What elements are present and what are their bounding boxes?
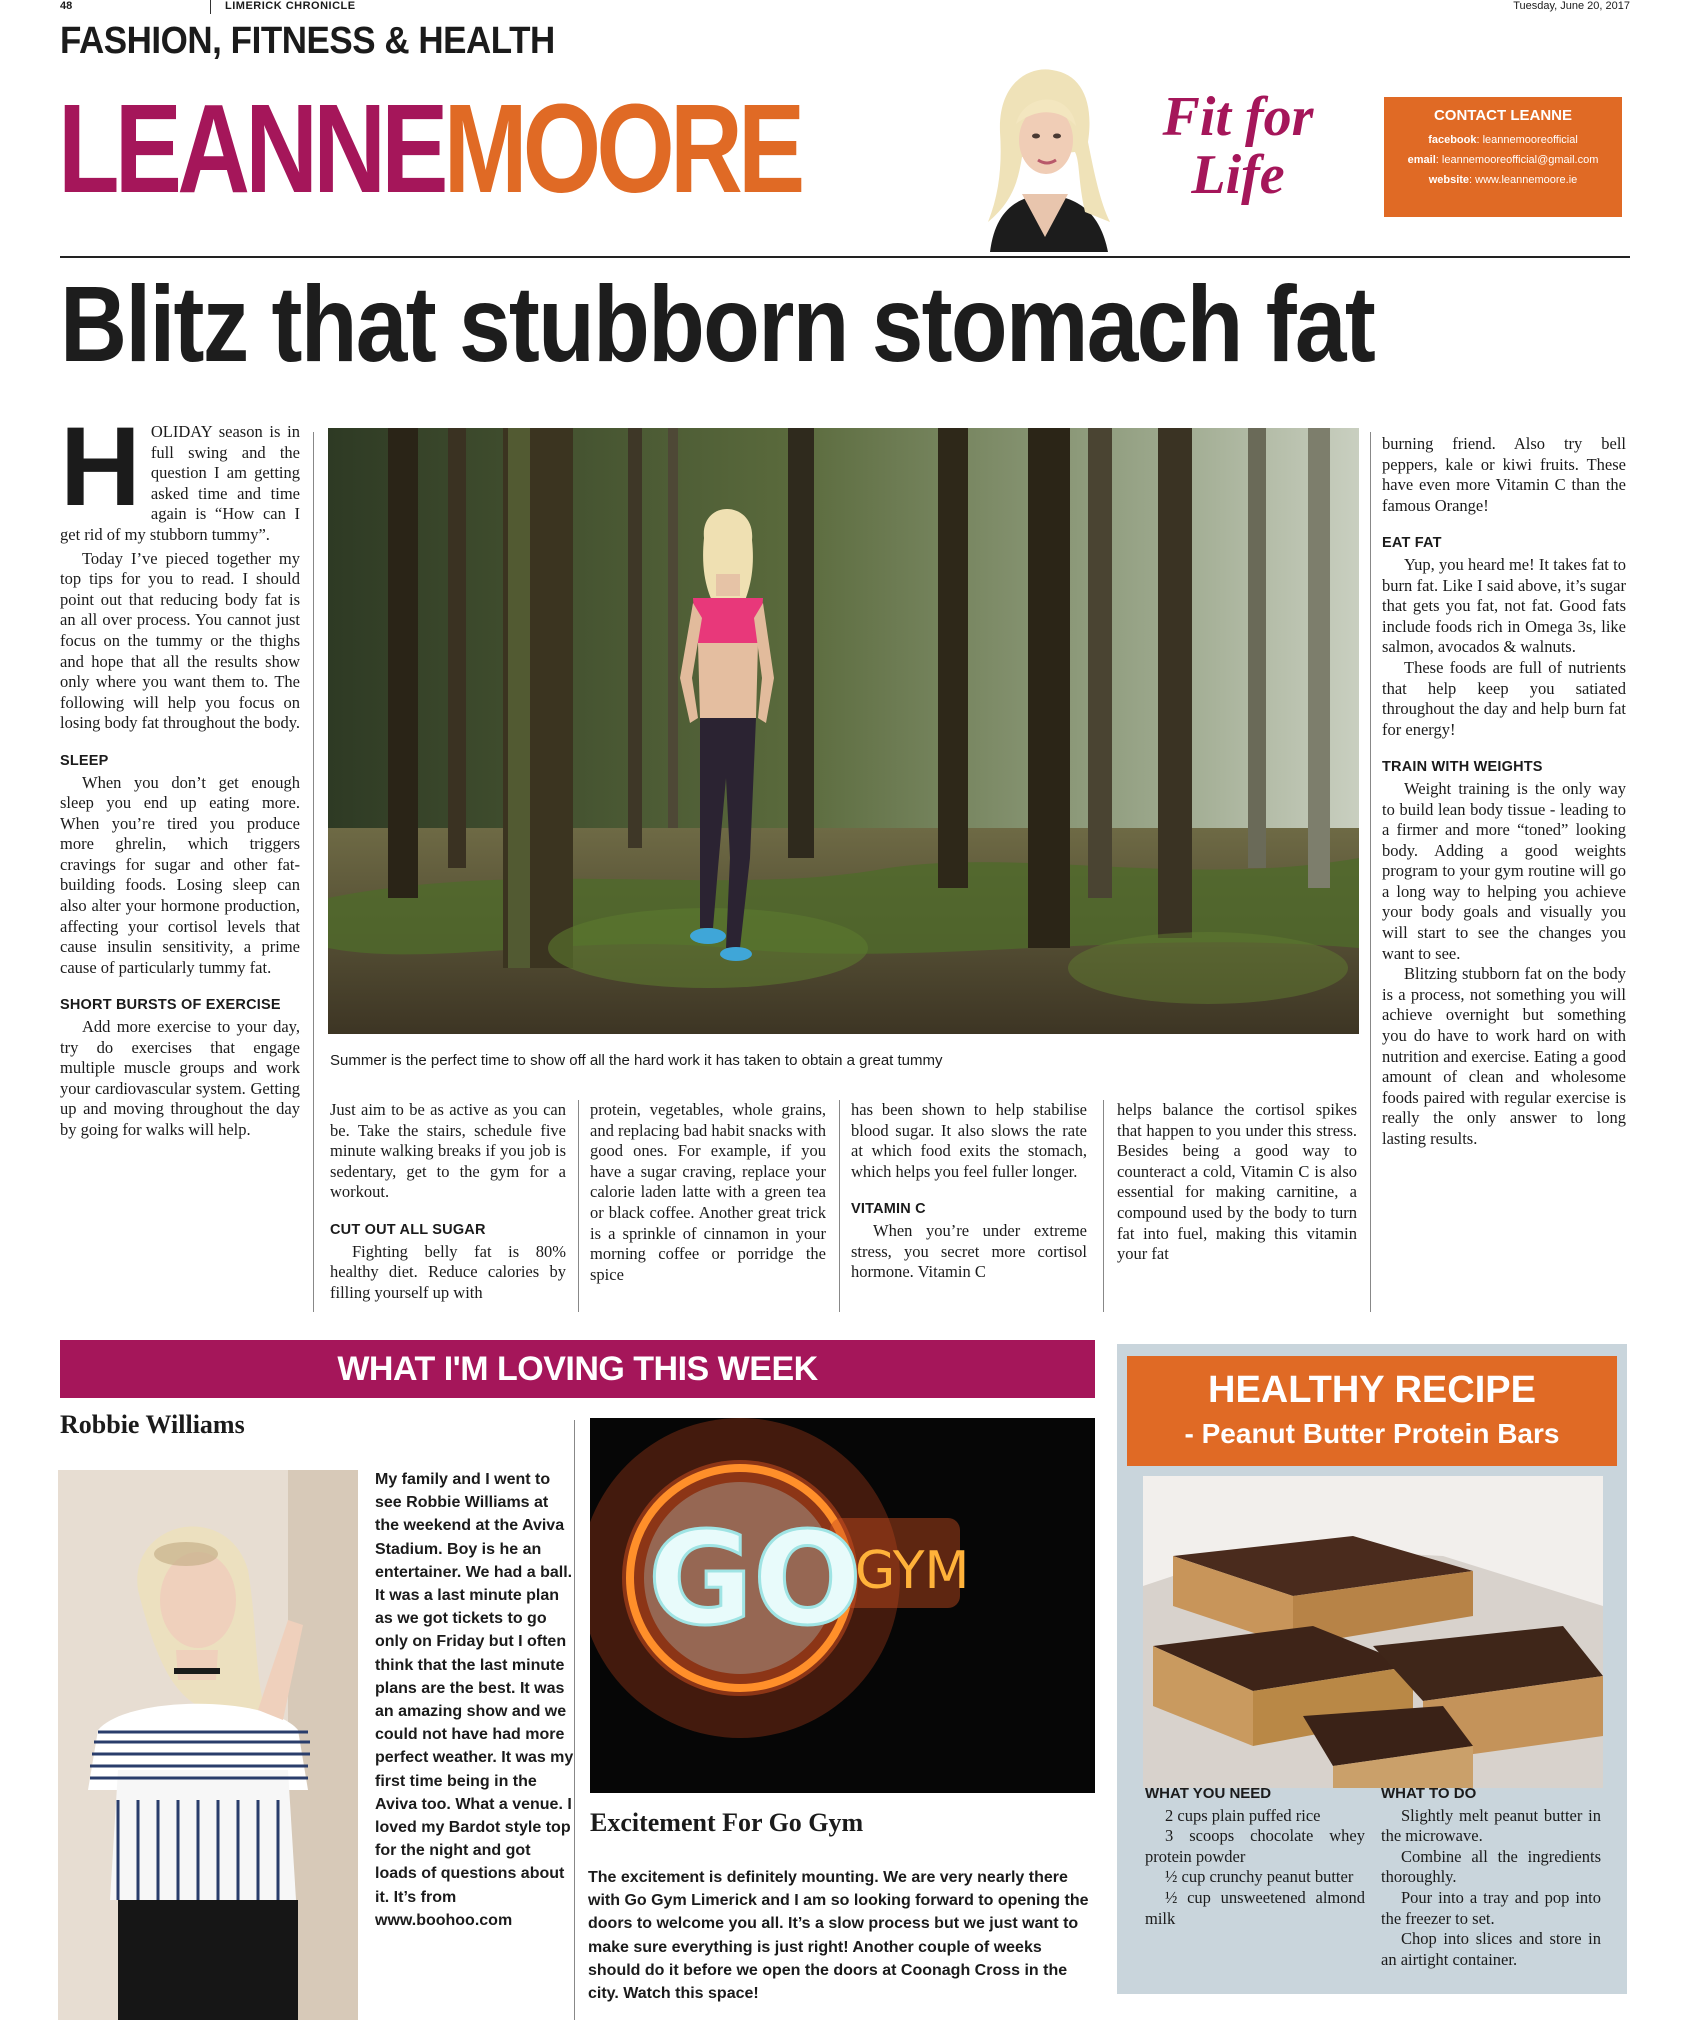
contact-facebook: facebook: leannemooreofficial bbox=[1428, 134, 1578, 146]
intro-text: OLIDAY season is in full swing and the question I am getting asked time and time again is “How can I get rid of my stubborn tummy”. bbox=[60, 422, 300, 544]
ingredient-item: 2 cups plain puffed rice bbox=[1165, 1805, 1321, 1825]
subhead-cut-sugar: CUT OUT ALL SUGAR bbox=[330, 1221, 486, 1238]
columnist-name bbox=[58, 78, 801, 219]
subhead-sleep: SLEEP bbox=[60, 752, 109, 769]
paragraph: Add more exercise to your day, try do exercises that engage multiple muscle groups and work your cardiovascular system. Getting up and moving throughout the day by going for walks will help. bbox=[60, 1017, 300, 1139]
website-label: website bbox=[1428, 174, 1470, 186]
paragraph: When you don’t get enough sleep you end up eating more. When you’re tired you produce more ghrelin, which triggers cravings for sugar and other fat-building foods. Losing sleep can also alter your hormone production, affecting your cortisol levels that cause insulin sensitivity, a prime cause of particularly tummy fat. bbox=[60, 772, 300, 977]
method-step: Slightly melt peanut butter in the microwave. bbox=[1381, 1805, 1601, 1846]
column-divider bbox=[578, 1100, 579, 1312]
recipe-box bbox=[1117, 1344, 1627, 1994]
go-gym-sign-photo bbox=[590, 1418, 1095, 1793]
go-gym-heading: Excitement For Go Gym bbox=[590, 1808, 864, 1837]
intro-paragraph bbox=[60, 404, 300, 546]
paragraph: burning friend. Also try bell peppers, kale or kiwi fruits. These have even more Vitamin C than the famous Orange! bbox=[1382, 434, 1626, 515]
recipe-header bbox=[1127, 1356, 1617, 1466]
loving-banner-title: WHAT I'M LOVING THIS WEEK bbox=[337, 1350, 818, 1388]
ingredients-heading: WHAT YOU NEED bbox=[1145, 1785, 1272, 1802]
paragraph: Yup, you heard me! It takes fat to burn fat. Like I said above, it’s sugar that gets you fat, not fat. Good fats include foods rich in Omega 3s, like salmon, avocados & walnuts. bbox=[1382, 554, 1626, 657]
main-photo bbox=[328, 428, 1359, 1034]
header-rule bbox=[60, 256, 1630, 258]
article-column-5 bbox=[1117, 1100, 1357, 1265]
issue-date: Tuesday, June 20, 2017 bbox=[1513, 0, 1630, 12]
section-title: FASHION, FITNESS & HEALTH bbox=[60, 20, 555, 62]
protein-bars-photo bbox=[1143, 1476, 1603, 1788]
paragraph: Weight training is the only way to build lean body tissue - leading to a firmer and more “toned” looking body. Adding a good weights program to your gym routine will go a long way to helping you achieve your body goals and visually you will start to see the changes you want to see. bbox=[1382, 778, 1626, 963]
contact-email: email: leannemooreofficial@gmail.com bbox=[1407, 154, 1599, 166]
columnist-portrait bbox=[960, 62, 1130, 252]
facebook-label: facebook bbox=[1428, 134, 1477, 146]
strip-divider bbox=[210, 0, 211, 14]
paragraph: These foods are full of nutrients that help keep you satiated throughout the day and help burn fat for energy! bbox=[1382, 657, 1626, 739]
method-step: Combine all the ingredients thoroughly. bbox=[1381, 1846, 1601, 1887]
method-step: Pour into a tray and pop into the freezer to set. bbox=[1381, 1887, 1601, 1928]
subhead-train-weights: TRAIN WITH WEIGHTS bbox=[1382, 759, 1543, 776]
column-divider bbox=[574, 1420, 575, 2020]
article-column-3 bbox=[590, 1100, 826, 1285]
subhead-vitamin-c: VITAMIN C bbox=[851, 1201, 926, 1218]
paragraph: Blitzing stubborn fat on the body is a process, not something you will achieve overnight but something you do have to work hard on with nutrition and exercise. Eating a good amount of clean and wholesome foods paired with regular exercise is really the only answer to long lasting results. bbox=[1382, 964, 1626, 1148]
email-address[interactable]: leannemooreofficial@gmail.com bbox=[1441, 154, 1599, 166]
paragraph: protein, vegetables, whole grains, and replacing bad habit snacks with good ones. For example, if you have a sugar craving, replace your calorie laden latte with a green tea or black coffee. Another great trick is a sprinkle of cinnamon in your morning coffee or porridge the spice bbox=[590, 1100, 826, 1284]
column-title-line-2: Life bbox=[1191, 144, 1285, 206]
paragraph: has been shown to help stabilise blood sugar. It also slows the rate at which food exits the stomach, which helps you feel fuller longer. bbox=[851, 1100, 1087, 1181]
column-divider bbox=[313, 432, 314, 1312]
top-strip bbox=[60, 0, 1630, 16]
ingredient-item: ½ cup crunchy peanut butter bbox=[1165, 1867, 1354, 1887]
column-divider bbox=[1370, 432, 1371, 1312]
ingredient-item: 3 scoops chocolate whey protein powder bbox=[1145, 1826, 1365, 1866]
go-gym-text: The excitement is definitely mounting. We are very nearly there with Go Gym Limerick and I am so looking forward to opening the doors to welcome you all. It’s a slow process but we just want to make sure everything is just right! Another couple of weeks should do it before we open the doors at Coonagh Cross in the city. Watch this space! bbox=[588, 1869, 1089, 2003]
article-column-2 bbox=[330, 1100, 566, 1303]
article-column-6 bbox=[1382, 434, 1626, 1150]
article-column-1 bbox=[60, 404, 300, 1141]
article-headline: Blitz that stubborn stomach fat bbox=[60, 263, 1375, 384]
method-heading: WHAT TO DO bbox=[1381, 1785, 1477, 1802]
facebook-handle[interactable]: leannemooreofficial bbox=[1482, 134, 1578, 146]
robbie-heading: Robbie Williams bbox=[60, 1410, 245, 1439]
column-title-line-1: Fit for bbox=[1162, 86, 1314, 148]
page-number: 48 bbox=[60, 0, 73, 12]
recipe-subtitle: - Peanut Butter Protein Bars bbox=[1184, 1418, 1560, 1449]
article-column-4 bbox=[851, 1100, 1087, 1283]
loving-banner bbox=[60, 1340, 1095, 1398]
photo-caption: Summer is the perfect time to show off all the hard work it has taken to obtain a great tummy bbox=[330, 1052, 943, 1069]
bardot-top-photo bbox=[58, 1470, 358, 2020]
ingredient-item: ½ cup unsweetened almond milk bbox=[1145, 1887, 1365, 1928]
drop-cap: H bbox=[60, 404, 141, 529]
contact-title: CONTACT LEANNE bbox=[1433, 107, 1573, 124]
email-label: email bbox=[1407, 154, 1436, 166]
recipe-ingredients bbox=[1145, 1784, 1365, 1929]
paragraph: Today I’ve pieced together my top tips for you to read. I should point out that reducing body fat is an all over process. You cannot just focus on the tummy or the thighs and hope that all the results show only where you want them to. The following will help you focus on losing body fat throughout the body. bbox=[60, 548, 300, 733]
column-divider bbox=[1103, 1100, 1104, 1312]
recipe-method bbox=[1381, 1784, 1601, 1970]
column-divider bbox=[839, 1100, 840, 1312]
paragraph: helps balance the cortisol spikes that happen to you under this stress. Besides being a good way to counteract a cold, Vitamin C is also essential for making carnitine, a compound used by the body to turn fat into fuel, making this vitamin your fat bbox=[1117, 1100, 1357, 1264]
columnist-first-name: LEANNE bbox=[58, 78, 444, 219]
column-title bbox=[1138, 88, 1338, 204]
method-step: Chop into slices and store in an airtight container. bbox=[1381, 1929, 1601, 1969]
recipe-title: HEALTHY RECIPE bbox=[1208, 1369, 1536, 1411]
publication-name: LIMERICK CHRONICLE bbox=[225, 0, 356, 12]
contact-website: website: www.leannemoore.ie bbox=[1428, 174, 1578, 186]
robbie-text: My family and I went to see Robbie Williams at the weekend at the Aviva Stadium. Boy is he an entertainer. We had a ball. It was a last minute plan as we got tickets to go only on Friday but I often think that the last minute plans are the best. It was an amazing show and we could not have had more perfect weather. It was my first time being in the Aviva too. What a venue. I loved my Bardot style top for the night and got loads of questions about it. It’s from www.boohoo.com bbox=[375, 1471, 574, 1929]
contact-box bbox=[1384, 97, 1622, 217]
website-link[interactable]: www.leannemoore.ie bbox=[1475, 174, 1578, 186]
subhead-short-bursts: SHORT BURSTS OF EXERCISE bbox=[60, 997, 281, 1014]
columnist-last-name: MOORE bbox=[443, 78, 801, 219]
paragraph: When you’re under extreme stress, you secret more cortisol hormone. Vitamin C bbox=[851, 1220, 1087, 1282]
subhead-eat-fat: EAT FAT bbox=[1382, 535, 1442, 552]
paragraph: Just aim to be as active as you can be. Take the stairs, schedule five minute walking breaks if you job is sedentary, get to the gym for a workout. bbox=[330, 1100, 566, 1202]
gym-sign-go: GO bbox=[648, 1505, 862, 1654]
paragraph: Fighting belly fat is 80% healthy diet. Reduce calories by filling yourself up with bbox=[330, 1241, 566, 1302]
gym-sign-gym: GYM bbox=[855, 1541, 970, 1601]
